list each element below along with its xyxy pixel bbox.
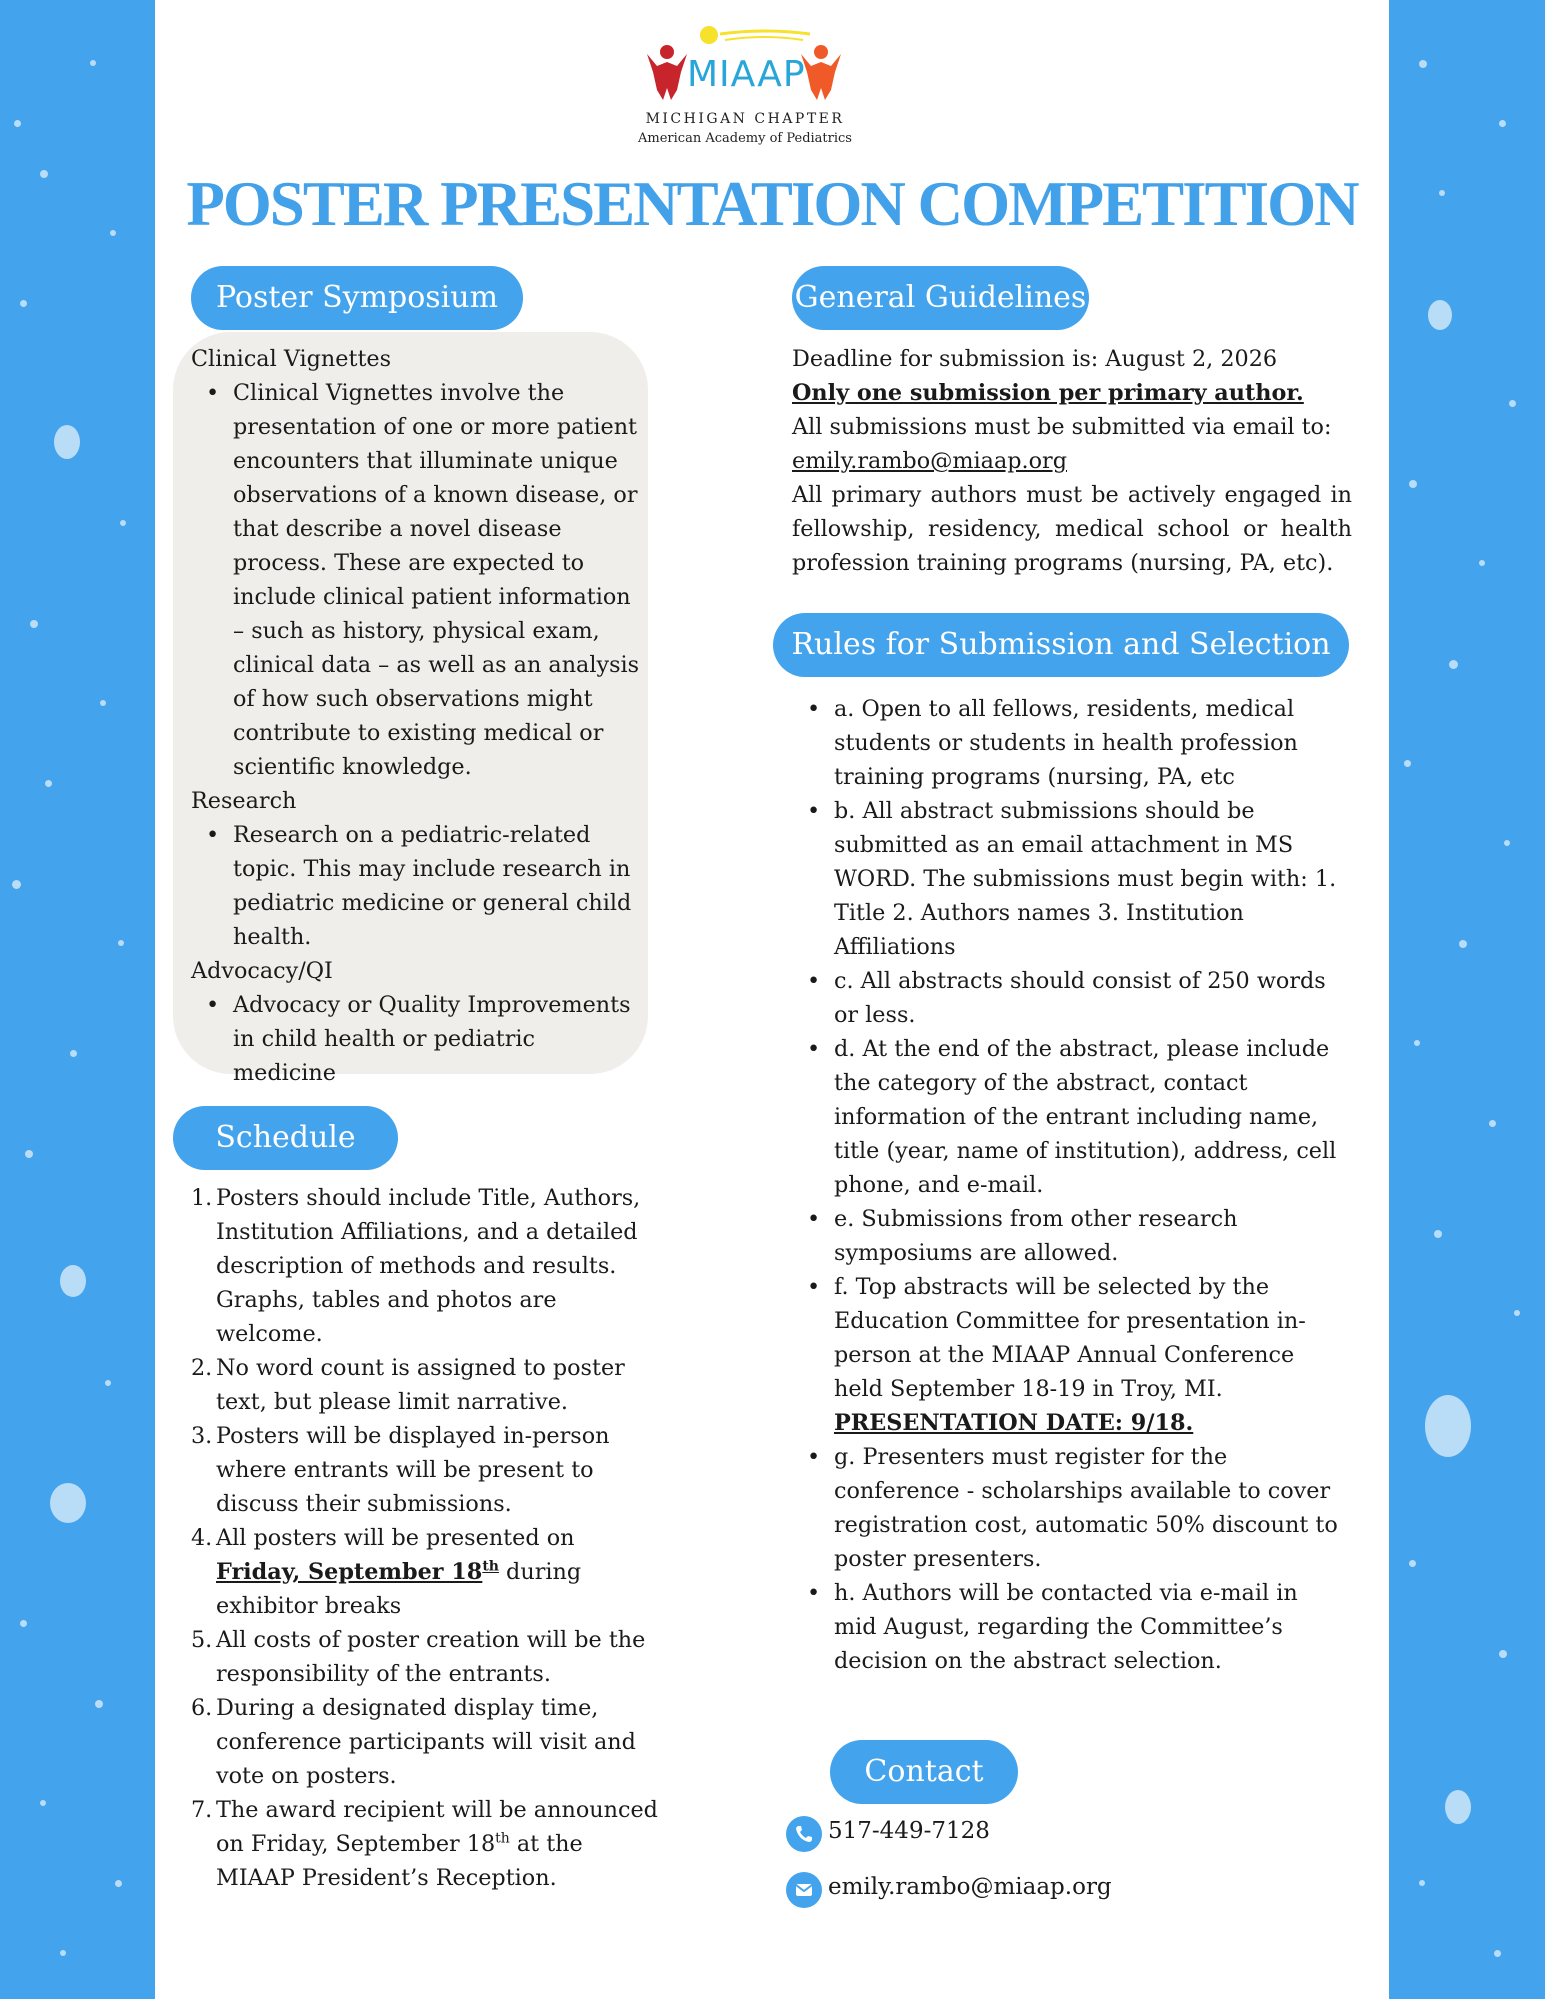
list-item: • h. Authors will be contacted via e-mail in mid August, regarding the Committee’s decision on the abstract selection.: [792, 1576, 1347, 1678]
list-item: • Clinical Vignettes involve the presentation of one or more patient encounters that illuminate unique observations of a known disease, or that describe a novel disease process. These are expected to include clinical patient information – such as history, physical exam, clinical data – as well as an analysis of how such observations might contribute to existing medical or scientific knowledge.: [191, 376, 641, 784]
rules-list: [792, 692, 1347, 1678]
page-title: POSTER PRESENTATION COMPETITION: [186, 169, 1358, 239]
general-guidelines-body: [792, 342, 1352, 580]
email-icon: [786, 1872, 822, 1908]
logo-academy-text: American Academy of Pediatrics: [638, 131, 852, 146]
contact-heading: Contact: [830, 1740, 1018, 1804]
list-item: 4. All posters will be presented on Friday, September 18th during exhibitor breaks: [191, 1525, 582, 1619]
category-title: Clinical Vignettes: [191, 346, 392, 372]
contact-email-row: [828, 1874, 1112, 1900]
rules-heading: Rules for Submission and Selection: [773, 613, 1349, 677]
submission-email-link[interactable]: emily.rambo@miaap.org: [792, 448, 1067, 474]
schedule-list: [191, 1181, 661, 1895]
miaap-logo: [625, 14, 865, 154]
poster-symposium-heading: Poster Symposium: [191, 266, 523, 330]
schedule-heading: Schedule: [173, 1106, 398, 1170]
list-item: • a. Open to all fellows, residents, medical students or students in health profession training programs (nursing, PA, etc: [792, 692, 1347, 794]
list-item: 1. Posters should include Title, Authors, Institution Affiliations, and a detailed description of methods and results. Graphs, tables and photos are welcome.: [191, 1185, 641, 1347]
flyer-page: [155, 0, 1389, 1999]
list-item: • Advocacy or Quality Improvements in child health or pediatric medicine: [191, 988, 641, 1090]
one-submission-text: Only one submission per primary author.: [792, 380, 1304, 406]
poster-symposium-body: [191, 342, 641, 1090]
list-item: 7. The award recipient will be announced on Friday, September 18th at the MIAAP President’s Reception.: [191, 1797, 658, 1891]
category-title: Research: [191, 788, 297, 814]
list-item: 5. All costs of poster creation will be the responsibility of the entrants.: [191, 1627, 646, 1687]
right-decorative-band: [1389, 0, 1545, 1999]
list-item: • d. At the end of the abstract, please include the category of the abstract, contact information of the entrant including name, title (year, name of institution), address, cell phone, and e-mail.: [792, 1032, 1347, 1202]
list-item: • f. Top abstracts will be selected by the Education Committee for presentation in-person at the MIAAP Annual Conference held September 18-19 in Troy, MI. PRESENTATION DATE: 9/18.: [792, 1270, 1347, 1440]
contact-phone[interactable]: 517-449-7128: [828, 1818, 990, 1844]
phone-icon: [786, 1816, 822, 1852]
list-item: • Research on a pediatric-related topic. This may include research in pediatric medicine or general child health.: [191, 818, 641, 954]
list-item: 6. During a designated display time, conference participants will visit and vote on posters.: [191, 1695, 636, 1789]
left-decorative-band: [0, 0, 155, 1999]
eligibility-text: All primary authors must be actively engaged in fellowship, residency, medical school or health profession training programs (nursing, PA, etc).: [792, 482, 1352, 576]
general-guidelines-heading: General Guidelines: [792, 266, 1089, 330]
list-item: 3. Posters will be displayed in-person where entrants will be present to discuss their submissions.: [191, 1423, 610, 1517]
list-item: • g. Presenters must register for the conference - scholarships available to cover registration cost, automatic 50% discount to poster presenters.: [792, 1440, 1347, 1576]
list-item: • c. All abstracts should consist of 250 words or less.: [792, 964, 1347, 1032]
email-instruction-text: All submissions must be submitted via email to:: [792, 414, 1332, 440]
contact-email[interactable]: emily.rambo@miaap.org: [828, 1874, 1112, 1900]
contact-phone-row: [828, 1818, 990, 1844]
list-item: • e. Submissions from other research symposiums are allowed.: [792, 1202, 1347, 1270]
deadline-text: Deadline for submission is: August 2, 2026: [792, 346, 1278, 372]
logo-wordmark: MIAAP: [687, 54, 806, 95]
logo-chapter-text: MICHIGAN CHAPTER: [645, 111, 845, 127]
list-item: 2. No word count is assigned to poster text, but please limit narrative.: [191, 1355, 625, 1415]
category-title: Advocacy/QI: [191, 958, 333, 984]
list-item: • b. All abstract submissions should be submitted as an email attachment in MS WORD. The submissions must begin with: 1. Title 2. Authors names 3. Institution Affiliations: [792, 794, 1347, 964]
